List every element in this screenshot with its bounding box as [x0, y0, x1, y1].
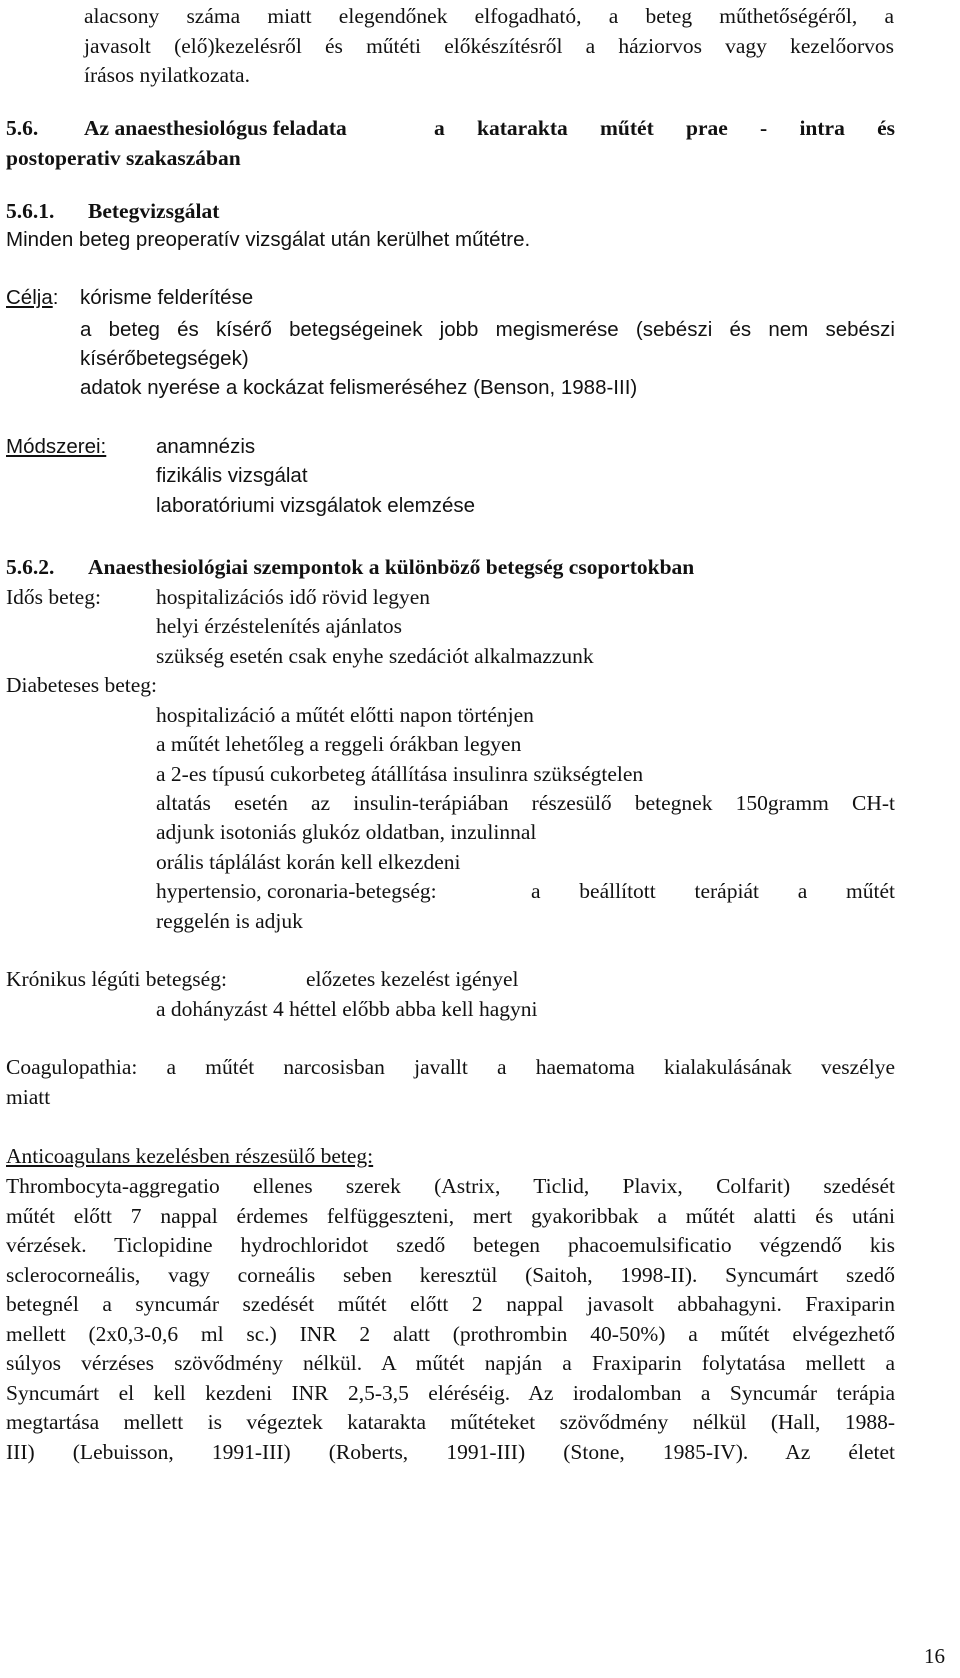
anticoag-line: vérzések. Ticlopidine hydrochloridot szedő betegen phacoemulsificatio végzendő kis — [6, 1233, 895, 1257]
celja-item: kísérőbetegségek) — [80, 347, 249, 370]
anticoag-line: megtartása mellett is végeztek katarakta műtéteket szövődmény nélkül (Hall, 1988- — [6, 1410, 895, 1434]
intro-line-1: alacsony száma miatt elegendőnek elfogadható, a beteg műthetőségéről, a — [84, 4, 894, 28]
intro-line-3: írásos nyilatkozata. — [84, 63, 250, 87]
section-5-6-title-line2: postoperativ szakaszában — [6, 146, 241, 170]
anticoag-line: súlyos vérzéses szövődmény nélkül. A műtét napján a Fraxiparin folytatása mellett a — [6, 1351, 895, 1375]
section-5-6-2-number: 5.6.2. — [6, 555, 55, 579]
coag-line-2: miatt — [6, 1085, 51, 1109]
idos-item: helyi érzéstelenítés ajánlatos — [156, 614, 402, 638]
diabetes-hypertension-text: a beállított terápiát a műtét — [531, 879, 895, 903]
diabetes-hypertension-line2: reggelén is adjuk — [156, 909, 303, 933]
section-5-6-2-title: Anaesthesiológiai szempontok a különböző betegség csoportokban — [88, 555, 695, 579]
kronikus-item: a dohányzást 4 héttel előbb abba kell hagyni — [156, 997, 538, 1021]
section-5-6-1-text: Minden beteg preoperatív vizsgálat után kerülhet műtétre. — [6, 228, 531, 251]
celja-item: a beteg és kísérő betegségeinek jobb megismerése (sebészi és nem sebészi — [80, 318, 895, 341]
modszerei-item: anamnézis — [156, 435, 256, 458]
celja-colon: : — [52, 286, 59, 309]
kronikus-item: előzetes kezelést igényel — [306, 967, 519, 991]
anticoag-line: III) (Lebuisson, 1991-III) (Roberts, 1991-III) (Stone, 1985-IV). Az életet — [6, 1440, 895, 1464]
celja-label — [6, 288, 58, 309]
section-5-6-1-title: Betegvizsgálat — [88, 199, 220, 223]
celja-label-text: Célja — [6, 286, 53, 309]
anticoag-line: mellett (2x0,3-0,6 ml sc.) INR 2 alatt (prothrombin 40-50%) a műtét elvégezhető — [6, 1322, 895, 1346]
anticoag-heading: Anticoagulans kezelésben részesülő beteg: — [6, 1144, 374, 1168]
idos-label: Idős beteg: — [6, 585, 101, 609]
diabetes-item: altatás esetén az insulin-terápiában részesülő betegnek 150gramm CH-t — [156, 791, 895, 815]
modszerei-item: laboratóriumi vizsgálatok elemzése — [156, 494, 476, 517]
section-5-6-1-number: 5.6.1. — [6, 199, 55, 223]
diabetes-item: a 2-es típusú cukorbeteg átállítása insulinra szükségtelen — [156, 762, 644, 786]
diabetes-item: hospitalizáció a műtét előtti napon történjen — [156, 703, 534, 727]
coag-line-1: Coagulopathia: a műtét narcosisban javallt a haematoma kialakulásának veszélye — [6, 1055, 895, 1079]
anticoag-line: betegnél a syncumár szedését műtét előtt 2 nappal javasolt abbahagyni. Fraxiparin — [6, 1292, 895, 1316]
idos-item: szükség esetén csak enyhe szedációt alkalmazzunk — [156, 644, 594, 668]
diabetes-hypertension-label: hypertensio, coronaria-betegség: — [156, 879, 437, 903]
idos-item: hospitalizációs idő rövid legyen — [156, 585, 431, 609]
diabetes-label: Diabeteses beteg: — [6, 673, 158, 697]
kronikus-label: Krónikus légúti betegség: — [6, 967, 227, 991]
anticoag-line: Thrombocyta-aggregatio ellenes szerek (Astrix, Ticlid, Plavix, Colfarit) szedését — [6, 1174, 895, 1198]
anticoag-line: Syncumárt el kell kezdeni INR 2,5-3,5 eléréséig. Az irodalomban a Syncumár terápia — [6, 1381, 895, 1405]
anticoag-line: műtét előtt 7 nappal érdemes felfüggeszteni, mert gyakoribbak a műtét alatti és utáni — [6, 1204, 895, 1228]
section-5-6-number: 5.6. — [6, 116, 39, 140]
intro-line-2: javasolt (elő)kezelésről és műtéti előkészítésről a háziorvos vagy kezelőorvos — [84, 34, 894, 58]
page-number: 16 — [924, 1644, 945, 1668]
diabetes-item: orális táplálást korán kell elkezdeni — [156, 850, 461, 874]
section-5-6-title-a: Az anaesthesiológus feladata — [84, 116, 347, 140]
modszerei-item: fizikális vizsgálat — [156, 464, 308, 487]
diabetes-item: a műtét lehetőleg a reggeli órákban legyen — [156, 732, 522, 756]
anticoag-line: sclerocorneális, vagy corneális seben keresztül (Saitoh, 1998-II). Syncumárt szedő — [6, 1263, 895, 1287]
section-5-6-title-b: a katarakta műtét prae - intra és — [434, 116, 895, 140]
celja-item: adatok nyerése a kockázat felismeréséhez (Benson, 1988-III) — [80, 376, 638, 399]
diabetes-item: adjunk isotoniás glukóz oldatban, inzulinnal — [156, 820, 537, 844]
modszerei-label: Módszerei: — [6, 435, 107, 458]
celja-item: kórisme felderítése — [80, 286, 254, 309]
